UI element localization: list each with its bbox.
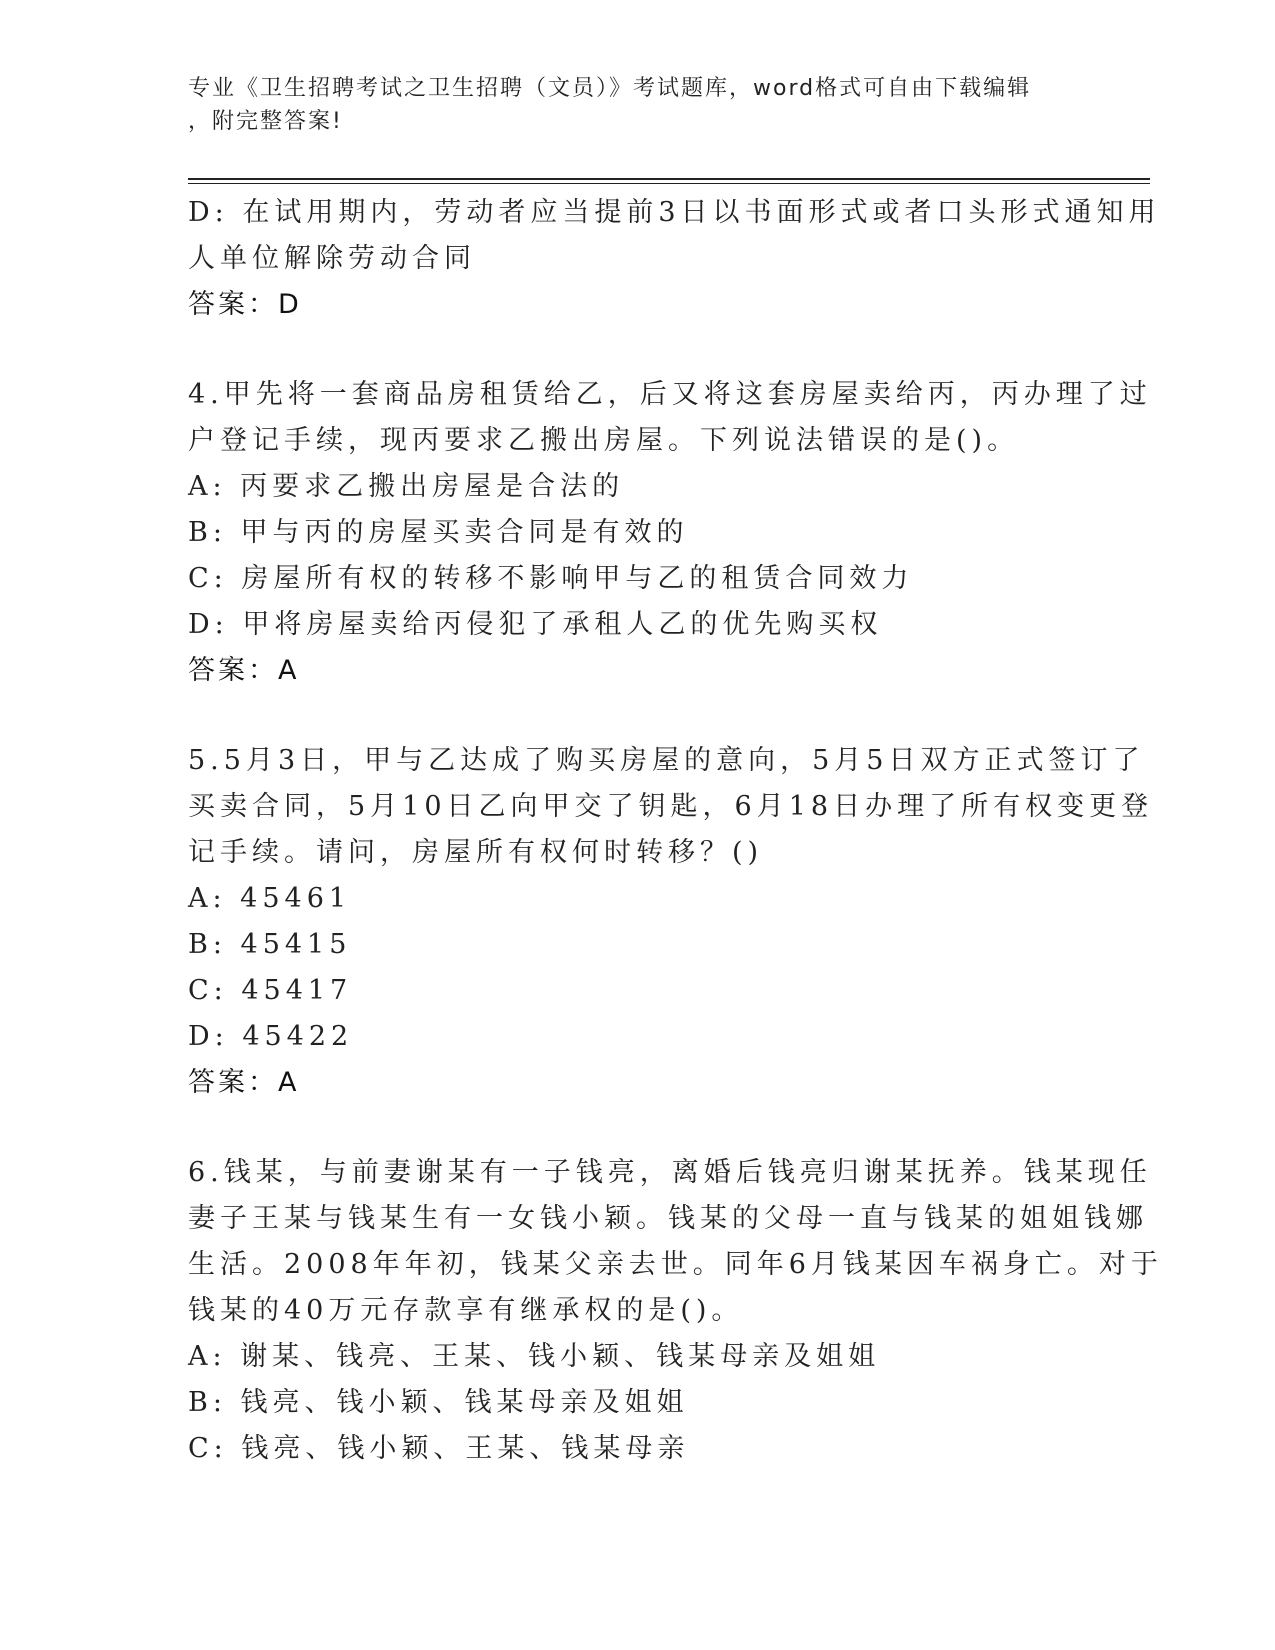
question-stem-line: 妻子王某与钱某生有一女钱小颖。钱某的父母一直与钱某的姐姐钱娜: [188, 1203, 1148, 1234]
option-line: 人单位解除劳动合同: [188, 243, 476, 274]
question-list: [188, 190, 1163, 1472]
option-b: B: 45415: [188, 929, 352, 960]
question-stem-line: 户登记手续，现丙要求乙搬出房屋。下列说法错误的是()。: [188, 425, 1020, 456]
answer-line: 答案：A: [188, 655, 300, 686]
question-stem-line: 钱某的40万元存款享有继承权的是()。: [188, 1295, 744, 1326]
spacer: [188, 1106, 1088, 1150]
question-stem-line: 4.甲先将一套商品房租赁给乙，后又将这套房屋卖给丙，丙办理了过: [188, 379, 1152, 410]
question-4: [188, 372, 1152, 694]
question-5: [188, 738, 1154, 1106]
option-c: C: 钱亮、钱小颖、王某、钱某母亲: [188, 1433, 690, 1464]
question-stem-line: 买卖合同，5月10日乙向甲交了钥匙，6月18日办理了所有权变更登: [188, 791, 1154, 822]
header-divider-thin: [188, 183, 1150, 184]
question-stem-line: 记手续。请问，房屋所有权何时转移？(): [188, 837, 764, 868]
question-6: [188, 1150, 1163, 1472]
option-a: A: 谢某、钱亮、王某、钱小颖、钱某母亲及姐姐: [188, 1341, 881, 1372]
answer-line: 答案：D: [188, 289, 302, 320]
answer-line: 答案：A: [188, 1067, 300, 1098]
option-c: C: 45417: [188, 975, 353, 1006]
option-b: B: 甲与丙的房屋买卖合同是有效的: [188, 517, 689, 548]
header-divider-thick: [188, 178, 1150, 180]
question-stem-line: 5.5月3日，甲与乙达成了购买房屋的意向，5月5日双方正式签订了: [188, 745, 1145, 776]
option-a: A: 45461: [188, 883, 352, 914]
option-a: A: 丙要求乙搬出房屋是合法的: [188, 471, 625, 502]
header-line-2: ，附完整答案!: [188, 109, 343, 134]
option-d: D: 45422: [188, 1021, 354, 1052]
option-b: B: 钱亮、钱小颖、钱某母亲及姐姐: [188, 1387, 689, 1418]
previous-question-tail: [188, 190, 1161, 328]
spacer: [188, 694, 1088, 738]
question-stem-line: 生活。2008年年初，钱某父亲去世。同年6月钱某因车祸身亡。对于: [188, 1249, 1163, 1280]
question-stem-line: 6.钱某，与前妻谢某有一子钱亮，离婚后钱亮归谢某抚养。钱某现任: [188, 1157, 1152, 1188]
option-c: C: 房屋所有权的转移不影响甲与乙的租赁合同效力: [188, 563, 914, 594]
spacer: [188, 328, 1088, 372]
document-header: [188, 72, 1068, 138]
option-line: D: 在试用期内，劳动者应当提前3日以书面形式或者口头形式通知用: [188, 197, 1161, 228]
header-line-1: 专业《卫生招聘考试之卫生招聘（文员）》考试题库，word格式可自由下载编辑: [188, 76, 1032, 101]
option-d: D: 甲将房屋卖给丙侵犯了承租人乙的优先购买权: [188, 609, 883, 640]
